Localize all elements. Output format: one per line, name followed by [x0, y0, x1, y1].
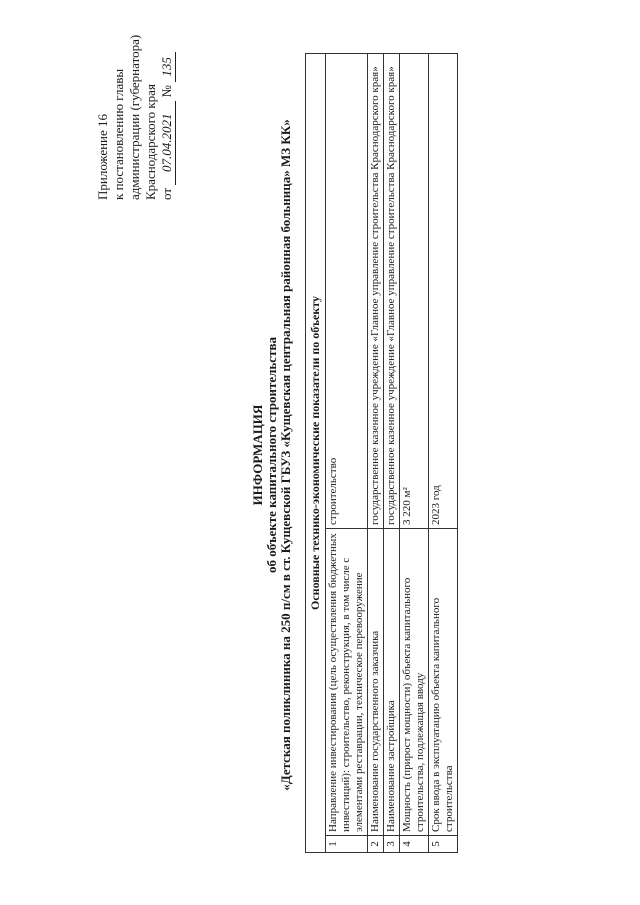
table-row [384, 54, 400, 853]
row-number: 3 [384, 836, 400, 853]
document-subtitle: об объекте капитального строительства [264, 337, 279, 573]
row-value: государственное казенное учреждение «Главное управление строительства Краснодарского края» [368, 54, 384, 529]
row-label: Мощность (прирост мощности) объекта капитального строительства, подлежащая вводу [400, 529, 429, 836]
row-label: Направление инвестирования (цель осуществления бюджетных инвестиций): строительство, реконструкция, в том числе с элементами реставрации, техническое перевооружение [326, 529, 368, 836]
document-title: ИНФОРМАЦИЯ [250, 404, 265, 506]
number-label: № [159, 85, 174, 98]
row-value: строительство [326, 54, 368, 529]
appendix-line-3: администрации (губернатора) [127, 34, 142, 200]
table-row [326, 54, 368, 853]
table-row [400, 54, 429, 853]
appendix-signature-line [159, 35, 176, 200]
row-label: Срок ввода в эксплуатацию объекта капитального строительства [429, 529, 458, 836]
object-name: «Детская поликлиника на 250 п/см в ст. Кущевской ГБУЗ «Кущевская центральная районная больница» МЗ КК» [278, 119, 293, 791]
row-value: 2023 год [429, 54, 458, 529]
table-row [429, 54, 458, 853]
row-value: 3 220 м² [400, 54, 429, 529]
handwritten-date: 07.04.2021 [159, 101, 176, 185]
row-value: государственное казенное учреждение «Главное управление строительства Краснодарского края» [384, 54, 400, 529]
row-label: Наименование застройщика [384, 529, 400, 836]
row-number: 2 [368, 836, 384, 853]
appendix-line-1: Приложение 16 [95, 113, 110, 200]
table-header: Основные технико-экономические показатели по объекту [306, 54, 326, 853]
appendix-line-2: к постановлению главы [111, 68, 126, 200]
appendix-line-4: Краснодарского края [143, 84, 158, 200]
table-header-row [306, 54, 326, 853]
handwritten-number: 135 [159, 52, 176, 82]
appendix-block [95, 35, 176, 200]
table-row [368, 54, 384, 853]
indicators-table [305, 53, 458, 853]
row-number: 1 [326, 836, 368, 853]
row-label: Наименование государственного заказчика [368, 529, 384, 836]
row-number: 4 [400, 836, 429, 853]
row-number: 5 [429, 836, 458, 853]
from-label: от [159, 187, 174, 200]
